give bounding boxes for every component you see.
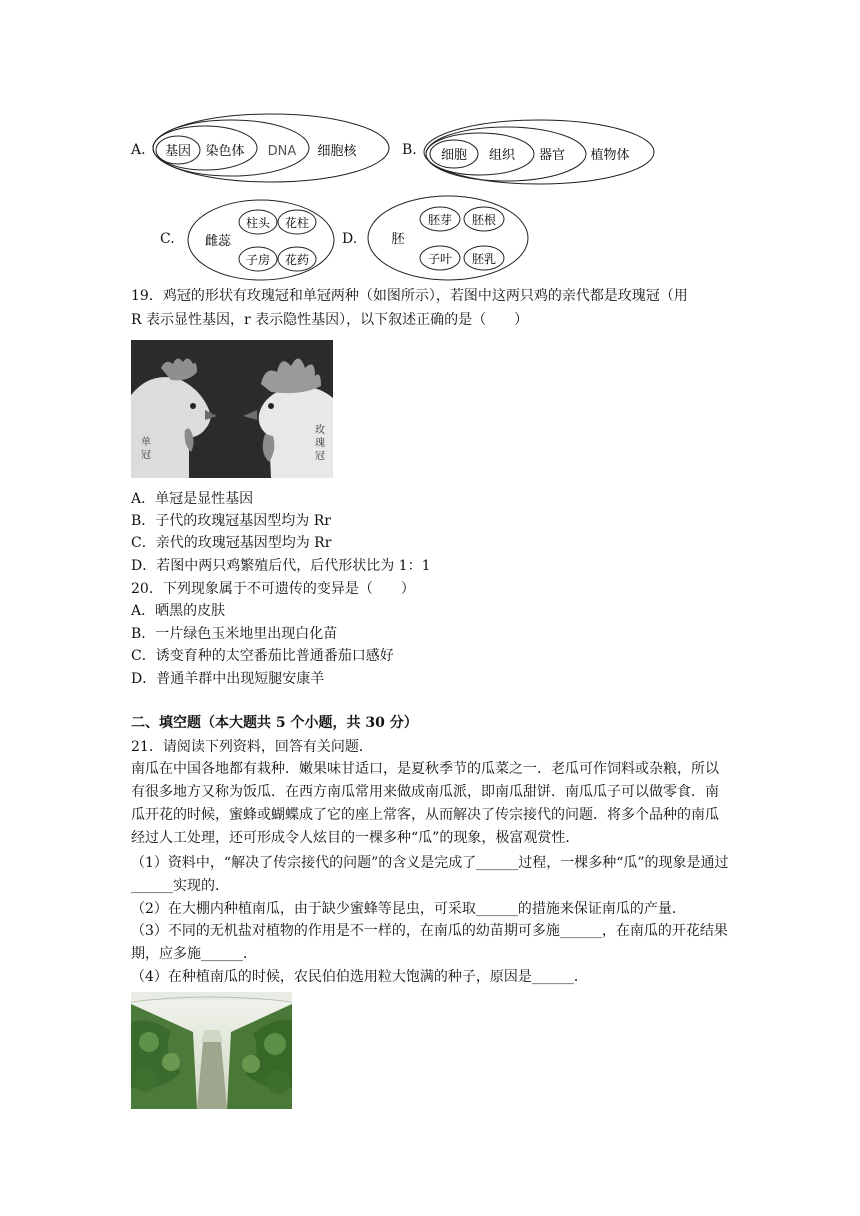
- q19-option-b[interactable]: B．子代的玫瑰冠基因型均为 Rr: [131, 513, 331, 529]
- label-cotyledon: 子叶: [427, 252, 453, 266]
- option-a: [131, 112, 391, 184]
- label-dna: DNA: [267, 144, 297, 159]
- q19-stem-line2: R 表示显性基因，r 表示隐性基因），以下叙述正确的是（ ）: [131, 312, 529, 328]
- label-anther: 花药: [284, 253, 310, 267]
- q21-sub4: （4）在种植南瓜的时候，农民伯伯选用粒大饱满的种子，原因是______．: [131, 969, 588, 985]
- q21-sub1: （1）资料中，“解决了传宗接代的问题”的含义是完成了______过程，一棵多种“瓜”的现象是通过______实现的．: [131, 855, 729, 894]
- option-c-letter: C.: [160, 231, 175, 247]
- option-b: [402, 118, 658, 186]
- option-b-letter: B.: [402, 142, 417, 158]
- label-nucleus: 细胞核: [317, 144, 357, 159]
- q19-stem-line1: 19．鸡冠的形状有玫瑰冠和单冠两种（如图所示），若图中这两只鸡的亲代都是玫瑰冠（用: [131, 288, 688, 304]
- label-cell: 细胞: [440, 148, 468, 163]
- q21-passage: 南瓜在中国各地都有栽种．嫩果味甘适口，是夏秋季节的瓜菜之一．老瓜可作饲料或杂粮，所以有很多地方又称为饭瓜．在西方南瓜常用来做成南瓜派，即南瓜甜饼．南瓜瓜子可以做零食．南瓜开花的时候，蜜蜂或蝴蝶成了它的座上常客，从而解决了传宗接代的问题．将多个品种的南瓜经过人工处理，还可形成令人炫目的一棵多种“瓜”的现象，极富观赏性．: [131, 761, 719, 846]
- photo-label-rose-comb: 玫瑰冠: [315, 425, 325, 462]
- label-plumule: 胚芽: [427, 213, 453, 227]
- q20-option-c[interactable]: C．诱变育种的太空番茄比普通番茄口感好: [131, 648, 394, 664]
- q19-option-d[interactable]: D．若图中两只鸡繁殖后代，后代形状比为 1：1: [131, 558, 431, 574]
- option-a-letter: A.: [131, 142, 146, 158]
- label-endosperm: 胚乳: [471, 252, 497, 266]
- q21-sub2: （2）在大棚内种植南瓜，由于缺少蜜蜂等昆虫，可采取______的措施来保证南瓜的产量．: [131, 901, 686, 917]
- diagram-cell-tissue-organ-plant: [422, 118, 658, 186]
- option-d-letter: D.: [342, 231, 358, 247]
- photo-label-single-comb: 单冠: [141, 437, 151, 461]
- rooster-comb-photo: [131, 340, 333, 478]
- q19-option-a[interactable]: A．单冠是显性基因: [131, 491, 254, 507]
- q19-option-c[interactable]: C．亲代的玫瑰冠基因型均为 Rr: [131, 535, 332, 551]
- label-ovary: 子房: [245, 253, 271, 267]
- q20-option-a[interactable]: A．晒黑的皮肤: [131, 603, 226, 619]
- label-chromosome: 染色体: [205, 144, 245, 159]
- q20-stem: 20．下列现象属于不可遗传的变异是（ ）: [131, 581, 415, 597]
- q20-option-d[interactable]: D．普通羊群中出现短腿安康羊: [131, 671, 325, 687]
- diagram-gene-chromosome-dna-nucleus: [151, 112, 391, 184]
- label-embryo: 胚: [391, 232, 405, 247]
- greenhouse-pumpkin-photo: [131, 992, 292, 1109]
- q20-option-b[interactable]: B．一片绿色玉米地里出现白化苗: [131, 626, 338, 642]
- diagram-pistil: [186, 198, 336, 282]
- label-tissue: 组织: [488, 148, 516, 163]
- q21-stem: 21．请阅读下列资料，回答有关问题．: [131, 739, 373, 755]
- section-title-fill-in: 二、填空题（本大题共 5 个小题，共 30 分）: [131, 715, 418, 731]
- option-d: [342, 194, 532, 282]
- diagram-embryo: [366, 194, 532, 282]
- label-gene: 基因: [164, 144, 192, 159]
- label-plant-body: 植物体: [590, 148, 630, 163]
- label-radicle: 胚根: [471, 213, 497, 227]
- label-style: 花柱: [284, 216, 310, 230]
- label-organ: 器官: [538, 148, 566, 163]
- label-stigma: 柱头: [245, 216, 271, 230]
- q21-sub3: （3）不同的无机盐对植物的作用是不一样的，在南瓜的幼苗期可多施______，在南瓜的开花结果期，应多施______．: [131, 923, 728, 962]
- label-pistil: 雌蕊: [204, 234, 232, 249]
- option-c: [160, 198, 336, 282]
